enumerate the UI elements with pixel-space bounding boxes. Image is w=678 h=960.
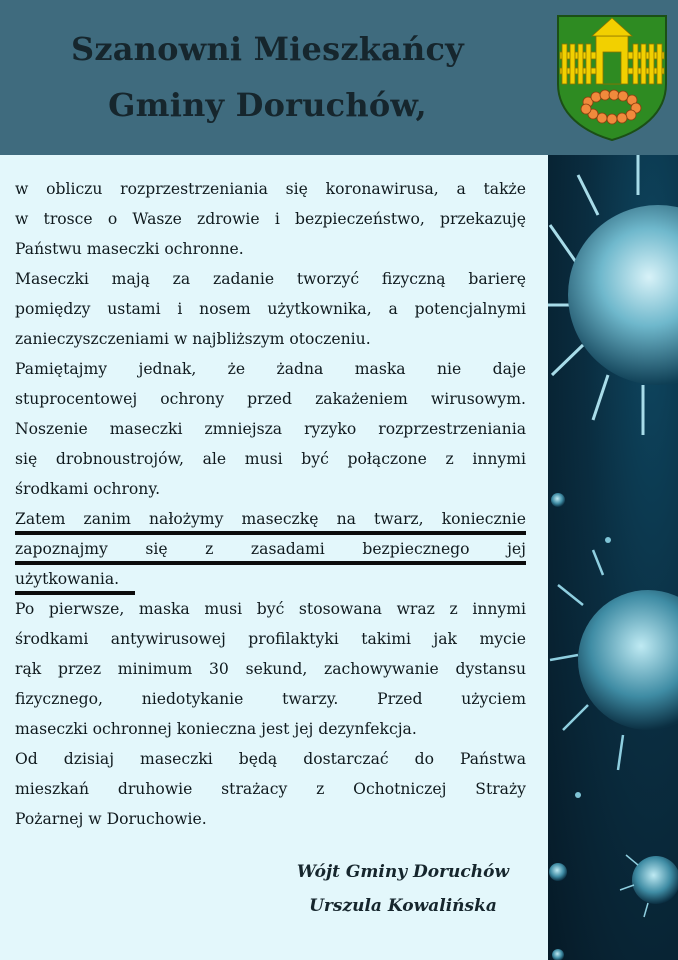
virus-large-top-body [568,205,678,385]
paragraph-1 [15,174,526,264]
signature-name: Urszula Kowalińska [309,896,497,916]
text-line: Zatem zanim nałożymy maseczkę na twarz, koniecznie [15,510,526,528]
text-line: środkami ochrony. [15,480,161,498]
paragraph-6 [15,744,526,834]
text-line: Po pierwsze, maska musi być stosowana wraz z innymi [15,600,526,618]
page-title-line1: Szanowni Mieszkańcy [71,30,464,68]
text-line: stuprocentowej ochrony przed zakażeniem wirusowym. [15,390,526,408]
text-line: fizycznego, niedotykanie twarzy. Przed użyciem [15,690,526,708]
text-line: zanieczyszczeniami w najbliższym otoczeniu. [15,330,371,348]
virus-illustration [548,155,678,960]
underline-bar [15,561,526,565]
underline-bar [15,531,526,535]
text-line: zapoznajmy się z zasadami bezpiecznego jej [15,540,526,558]
text-line: rąk przez minimum 30 sekund, zachowywanie dystansu [15,660,526,678]
underline-bar [15,591,135,595]
text-line: Państwu maseczki ochronne. [15,240,244,258]
text-line: w trosce o Wasze zdrowie i bezpieczeństwo, przekazuję [15,210,526,228]
page-title-line2: Gminy Doruchów, [108,86,427,124]
coat-of-arms-icon [556,14,668,142]
text-line: w obliczu rozprzestrzeniania się koronawirusa, a także [15,180,526,198]
paragraph-5 [15,594,526,744]
text-line: środkami antywirusowej profilaktyki takimi jak mycie [15,630,526,648]
text-line: Maseczki mają za zadanie tworzyć fizyczną barierę [15,270,526,288]
text-line: się drobnoustrojów, ale musi być połączone z innymi [15,450,526,468]
paragraph-2 [15,264,526,354]
header-banner [0,0,678,155]
virus-small-bottom [632,856,678,904]
text-line: pomiędzy ustami i nosem użytkownika, a potencjalnymi [15,300,526,318]
signature-title: Wójt Gminy Doruchów [296,862,510,882]
paragraph-4-emphasis [15,504,526,594]
text-line: Pożarnej w Doruchowie. [15,810,207,828]
letter-body [15,174,526,834]
text-line: Pamiętajmy jednak, że żadna maska nie daje [15,360,526,378]
text-line: maseczki ochronnej konieczna jest jej dezynfekcja. [15,720,417,738]
text-line: użytkowania. [15,570,120,588]
text-line: Od dzisiaj maseczki będą dostarczać do Państwa [15,750,526,768]
paragraph-3 [15,354,526,504]
text-line: Noszenie maseczki zmniejsza ryzyko rozprzestrzeniania [15,420,526,438]
virus-image-panel [548,155,678,960]
text-line: mieszkań druhowie strażacy z Ochotniczej Straży [15,780,526,798]
virus-large-middle-body [578,590,678,730]
